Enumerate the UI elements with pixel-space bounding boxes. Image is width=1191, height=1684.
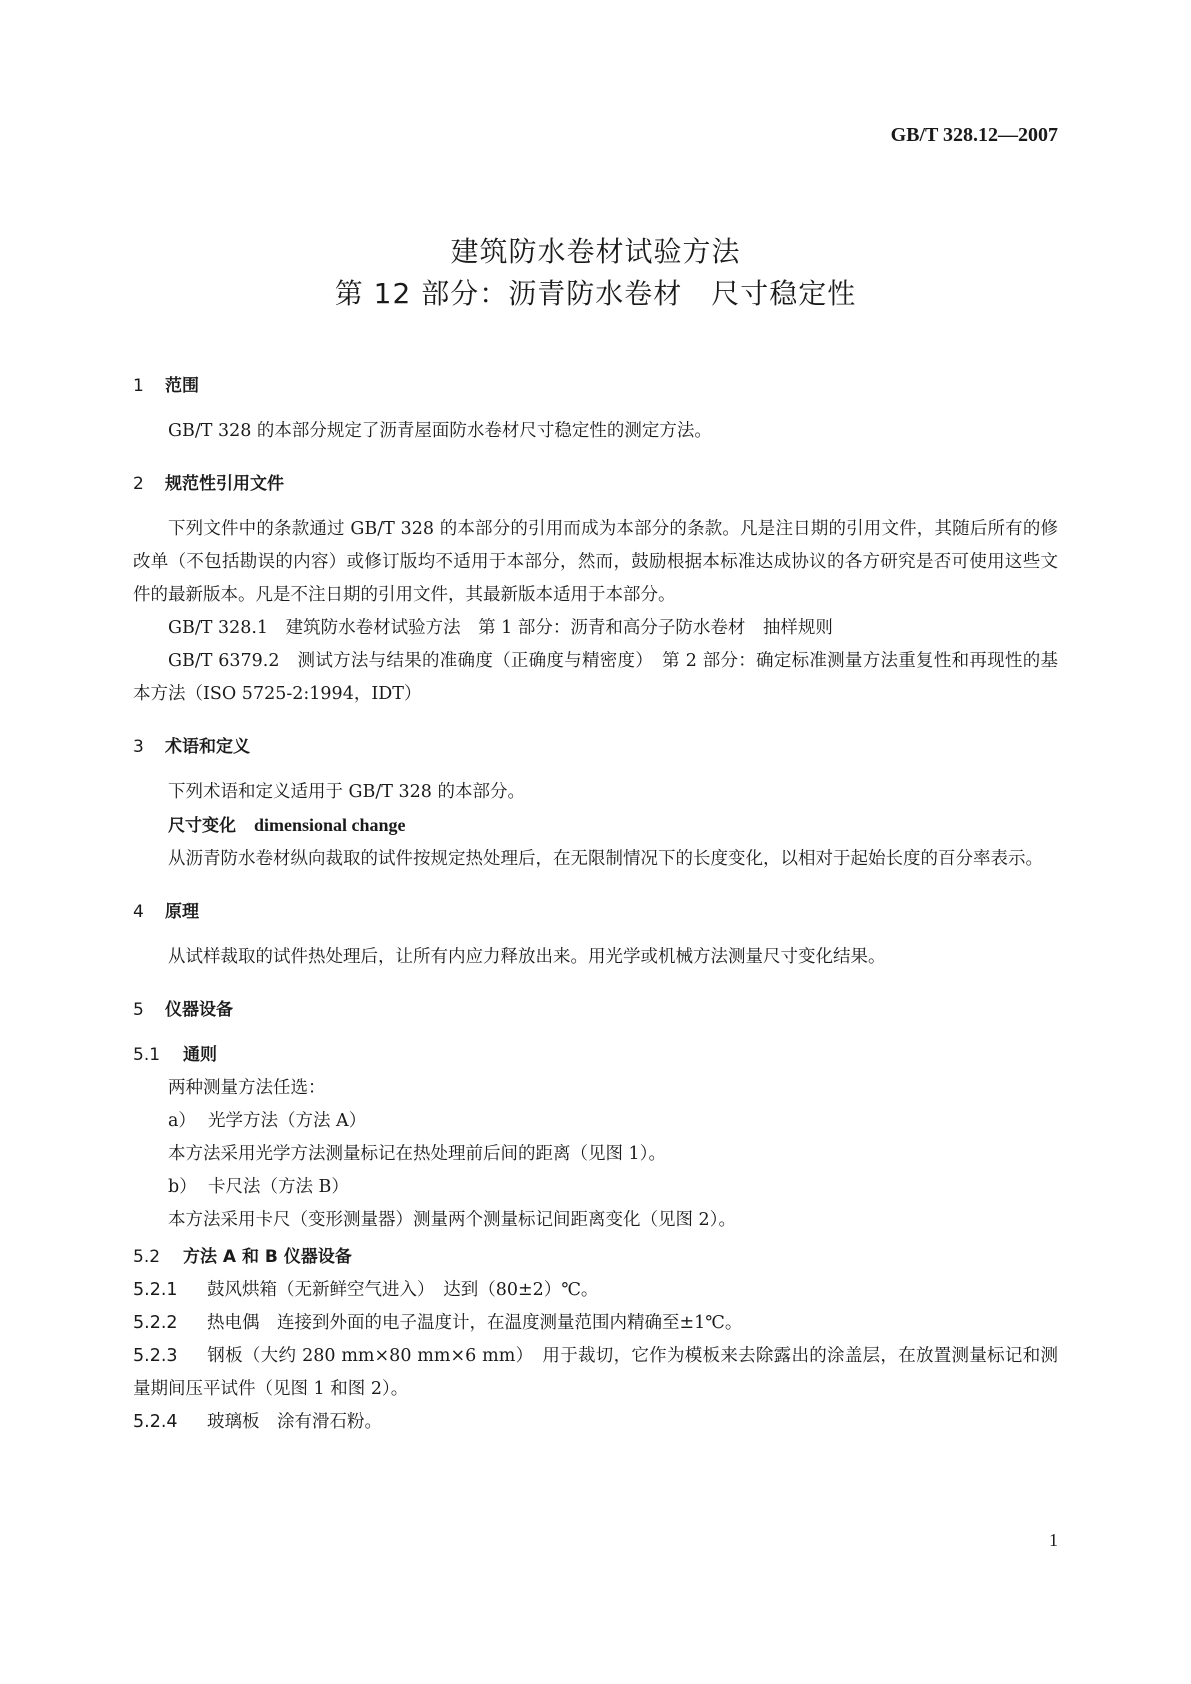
section-number: 1 (133, 376, 144, 396)
term-chinese: 尺寸变化 (168, 816, 236, 836)
reference-item: GB/T 328.1 建筑防水卷材试验方法 第 1 部分：沥青和高分子防水卷材 抽样规则 (168, 618, 833, 638)
term-english: dimensional change (254, 815, 406, 835)
clause-number: 5.2.4 (133, 1412, 178, 1432)
section-3-heading (133, 731, 1058, 764)
clause-text: 钢板（大约 280 mm×80 mm×6 mm） 用于裁切，它作为模板来去除露出的涂盖层，在放置测量标记和测量期间压平试件（见图 1 和图 2）。 (133, 1346, 1058, 1399)
document-title-line1: 建筑防水卷材试验方法 (450, 235, 741, 268)
paragraph: 下列术语和定义适用于 GB/T 328 的本部分。 (168, 782, 525, 802)
subsection-5-2-heading (133, 1241, 1058, 1274)
subsection-title: 方法 A 和 B 仪器设备 (183, 1247, 352, 1267)
section-number: 3 (133, 737, 144, 757)
paragraph: 两种测量方法任选： (168, 1078, 326, 1098)
clause-5-2-1 (133, 1274, 1058, 1307)
clause-5-2-3 (133, 1340, 1058, 1406)
subsection-5-1-heading (133, 1039, 1058, 1072)
section-title: 术语和定义 (165, 737, 250, 757)
clause-number: 5.2.2 (133, 1313, 178, 1333)
clause-number: 5.2.3 (133, 1346, 178, 1366)
list-item-a (133, 1105, 1058, 1138)
paragraph: GB/T 328 的本部分规定了沥青屋面防水卷材尺寸稳定性的测定方法。 (168, 421, 712, 441)
section-2-heading (133, 468, 1058, 501)
paragraph: 下列文件中的条款通过 GB/T 328 的本部分的引用而成为本部分的条款。凡是注日期的引用文件，其随后所有的修改单（不包括勘误的内容）或修订版均不适用于本部分，然而，鼓励根据本标准达成协议的各方研究是否可使用这些文件的最新版本。凡是不注日期的引用文件，其最新版本适用于本部分。 (133, 519, 1058, 605)
section-4-heading (133, 896, 1058, 929)
section-title: 仪器设备 (165, 1000, 233, 1020)
paragraph: 本方法采用卡尺（变形测量器）测量两个测量标记间距离变化（见图 2）。 (168, 1210, 736, 1230)
section-title: 规范性引用文件 (165, 474, 284, 494)
clause-5-2-2 (133, 1307, 1058, 1340)
subsection-number: 5.2 (133, 1247, 161, 1267)
subsection-number: 5.1 (133, 1045, 161, 1065)
list-text: 光学方法（方法 A） (208, 1111, 367, 1131)
section-title: 范围 (165, 376, 199, 396)
section-title: 原理 (165, 902, 199, 922)
document-body (133, 370, 1058, 1439)
term-definition: 从沥青防水卷材纵向裁取的试件按规定热处理后，在无限制情况下的长度变化，以相对于起始长度的百分率表示。 (168, 849, 1043, 869)
section-5-heading (133, 994, 1058, 1027)
list-text: 卡尺法（方法 B） (208, 1177, 349, 1197)
page-number: 1 (1049, 1530, 1058, 1550)
section-1-heading (133, 370, 1058, 403)
clause-text: 鼓风烘箱（无新鲜空气进入） 达到（80±2）℃。 (207, 1280, 599, 1300)
clause-number: 5.2.1 (133, 1280, 178, 1300)
term-entry (133, 809, 1058, 843)
paragraph: 本方法采用光学方法测量标记在热处理前后间的距离（见图 1）。 (168, 1144, 666, 1164)
document-title-line2: 第 12 部分：沥青防水卷材 尺寸稳定性 (334, 277, 857, 310)
section-number: 5 (133, 1000, 144, 1020)
paragraph: 从试样裁取的试件热处理后，让所有内应力释放出来。用光学或机械方法测量尺寸变化结果。 (168, 947, 886, 967)
reference-item: GB/T 6379.2 测试方法与结果的准确度（正确度与精密度） 第 2 部分：确定标准测量方法重复性和再现性的基本方法（ISO 5725-2:1994，IDT） (133, 651, 1058, 704)
subsection-title: 通则 (183, 1045, 217, 1065)
section-number: 2 (133, 474, 144, 494)
list-item-b (133, 1171, 1058, 1204)
clause-text: 热电偶 连接到外面的电子温度计，在温度测量范围内精确至±1℃。 (207, 1313, 743, 1333)
clause-5-2-4 (133, 1406, 1058, 1439)
section-number: 4 (133, 902, 144, 922)
list-label: a） (168, 1111, 196, 1131)
list-label: b） (168, 1177, 197, 1197)
clause-text: 玻璃板 涂有滑石粉。 (207, 1412, 382, 1432)
standard-code: GB/T 328.12—2007 (890, 124, 1058, 146)
